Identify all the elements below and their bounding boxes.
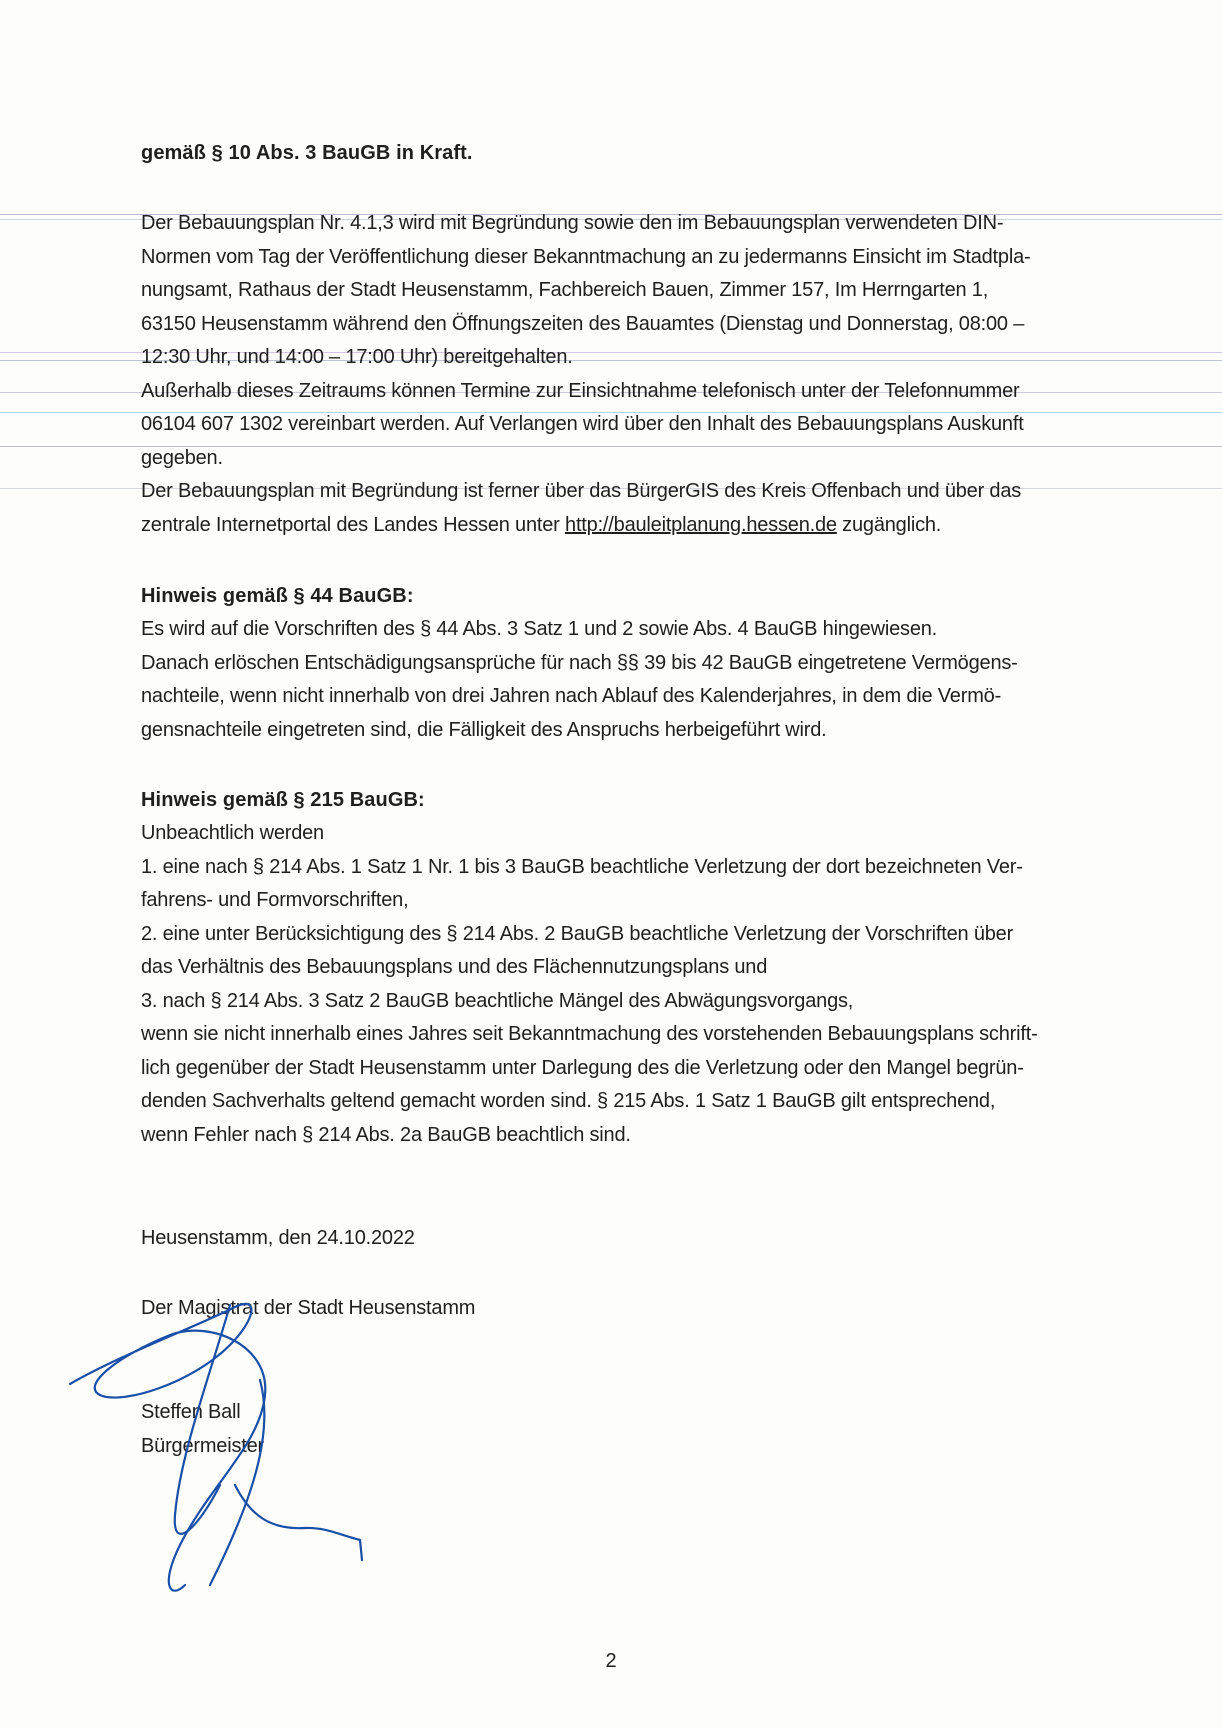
section-215-line: fahrens- und Formvorschriften,	[141, 889, 409, 911]
section-44-line: Danach erlöschen Entschädigungsansprüche für nach §§ 39 bis 42 BauGB eingetretene Vermögens-	[141, 651, 1018, 674]
signature-scribble	[60, 1285, 380, 1605]
intro-line: Außerhalb dieses Zeitraums können Termine zur Einsichtnahme telefonisch unter der Telefonnummer	[141, 379, 1020, 402]
section-215-line: 3. nach § 214 Abs. 3 Satz 2 BauGB beachtliche Mängel des Abwägungsvorgangs,	[141, 989, 854, 1012]
intro-last-line-text: zentrale Internetportal des Landes Hessen unter	[141, 513, 566, 536]
intro-line: 06104 607 1302 vereinbart werden. Auf Verlangen wird über den Inhalt des Bebauungsplans Auskunft	[141, 413, 1024, 435]
intro-line: Normen vom Tag der Veröffentlichung dieser Bekanntmachung an zu jedermanns Einsicht im Stadtpla-	[141, 245, 1031, 268]
section-215-line: denden Sachverhalts geltend gemacht worden sind. § 215 Abs. 1 Satz 1 BauGB gilt entsprechend,	[141, 1090, 996, 1112]
place-date: Heusenstamm, den 24.10.2022	[141, 1227, 415, 1249]
section-44-line: nachteile, wenn nicht innerhalb von drei Jahren nach Ablauf des Kalenderjahres, in dem die Vermö-	[141, 685, 1002, 707]
section-215-line: wenn Fehler nach § 214 Abs. 2a BauGB beachtlich sind.	[141, 1123, 631, 1146]
intro-line: Der Bebauungsplan mit Begründung ist ferner über das BürgerGIS des Kreis Offenbach und über das	[141, 480, 1022, 502]
intro-line: 12:30 Uhr, und 14:00 – 17:00 Uhr) bereitgehalten.	[141, 346, 573, 368]
section-215-line: das Verhältnis des Bebauungsplans und des Flächennutzungsplans und	[141, 956, 768, 978]
page-number: 2	[605, 1650, 617, 1672]
section-44-line: gensnachteile eingetreten sind, die Fälligkeit des Anspruchs herbeigeführt wird.	[141, 718, 827, 741]
intro-last-line-end: zugänglich.	[836, 513, 942, 536]
section-215-line: Unbeachtlich werden	[141, 822, 324, 844]
signer-name: Steffen Ball	[141, 1401, 241, 1423]
intro-line: gegeben.	[141, 446, 223, 469]
section-215	[141, 784, 1091, 1152]
title-line-block	[141, 137, 1091, 170]
portal-link[interactable]: http://bauleitplanung.hessen.de	[565, 513, 837, 536]
section-215-line: lich gegenüber der Stadt Heusenstamm unter Darlegung des die Verletzung oder den Mangel begrün-	[141, 1056, 1024, 1079]
section-215-line: wenn sie nicht innerhalb eines Jahres seit Bekanntmachung des vorstehenden Bebauungsplans schrift-	[141, 1023, 1038, 1045]
signer-title: Bürgermeister	[141, 1434, 264, 1457]
authority: Der Magistrat der Stadt Heusenstamm	[141, 1297, 476, 1319]
intro-last-line	[141, 509, 1091, 543]
section-215-line: 2. eine unter Berücksichtigung des § 214 Abs. 2 BauGB beachtliche Verletzung der Vorschriften über	[141, 922, 1014, 945]
title-line: gemäß § 10 Abs. 3 BauGB in Kraft.	[141, 142, 473, 164]
closing-date-block	[141, 1222, 1091, 1256]
section-44-heading: Hinweis gemäß § 44 BauGB:	[141, 585, 414, 607]
section-215-line: 1. eine nach § 214 Abs. 1 Satz 1 Nr. 1 bis 3 BauGB beachtliche Verletzung der dort bezeichneten Ver-	[141, 855, 1023, 878]
intro-line: 63150 Heusenstamm während den Öffnungszeiten des Bauamtes (Dienstag und Donnerstag, 08:00 –	[141, 312, 1025, 335]
intro-line: Der Bebauungsplan Nr. 4.1,3 wird mit Begründung sowie den im Bebauungsplan verwendeten DIN-	[141, 212, 1004, 234]
section-44-line: Es wird auf die Vorschriften des § 44 Abs. 3 Satz 1 und 2 sowie Abs. 4 BauGB hingewiesen.	[141, 618, 938, 640]
intro-line: nungsamt, Rathaus der Stadt Heusenstamm, Fachbereich Bauen, Zimmer 157, Im Herrngarten 1,	[141, 279, 989, 301]
section-215-heading: Hinweis gemäß § 215 BauGB:	[141, 789, 425, 811]
section-44	[141, 580, 1091, 747]
intro-paragraph	[141, 207, 1091, 542]
